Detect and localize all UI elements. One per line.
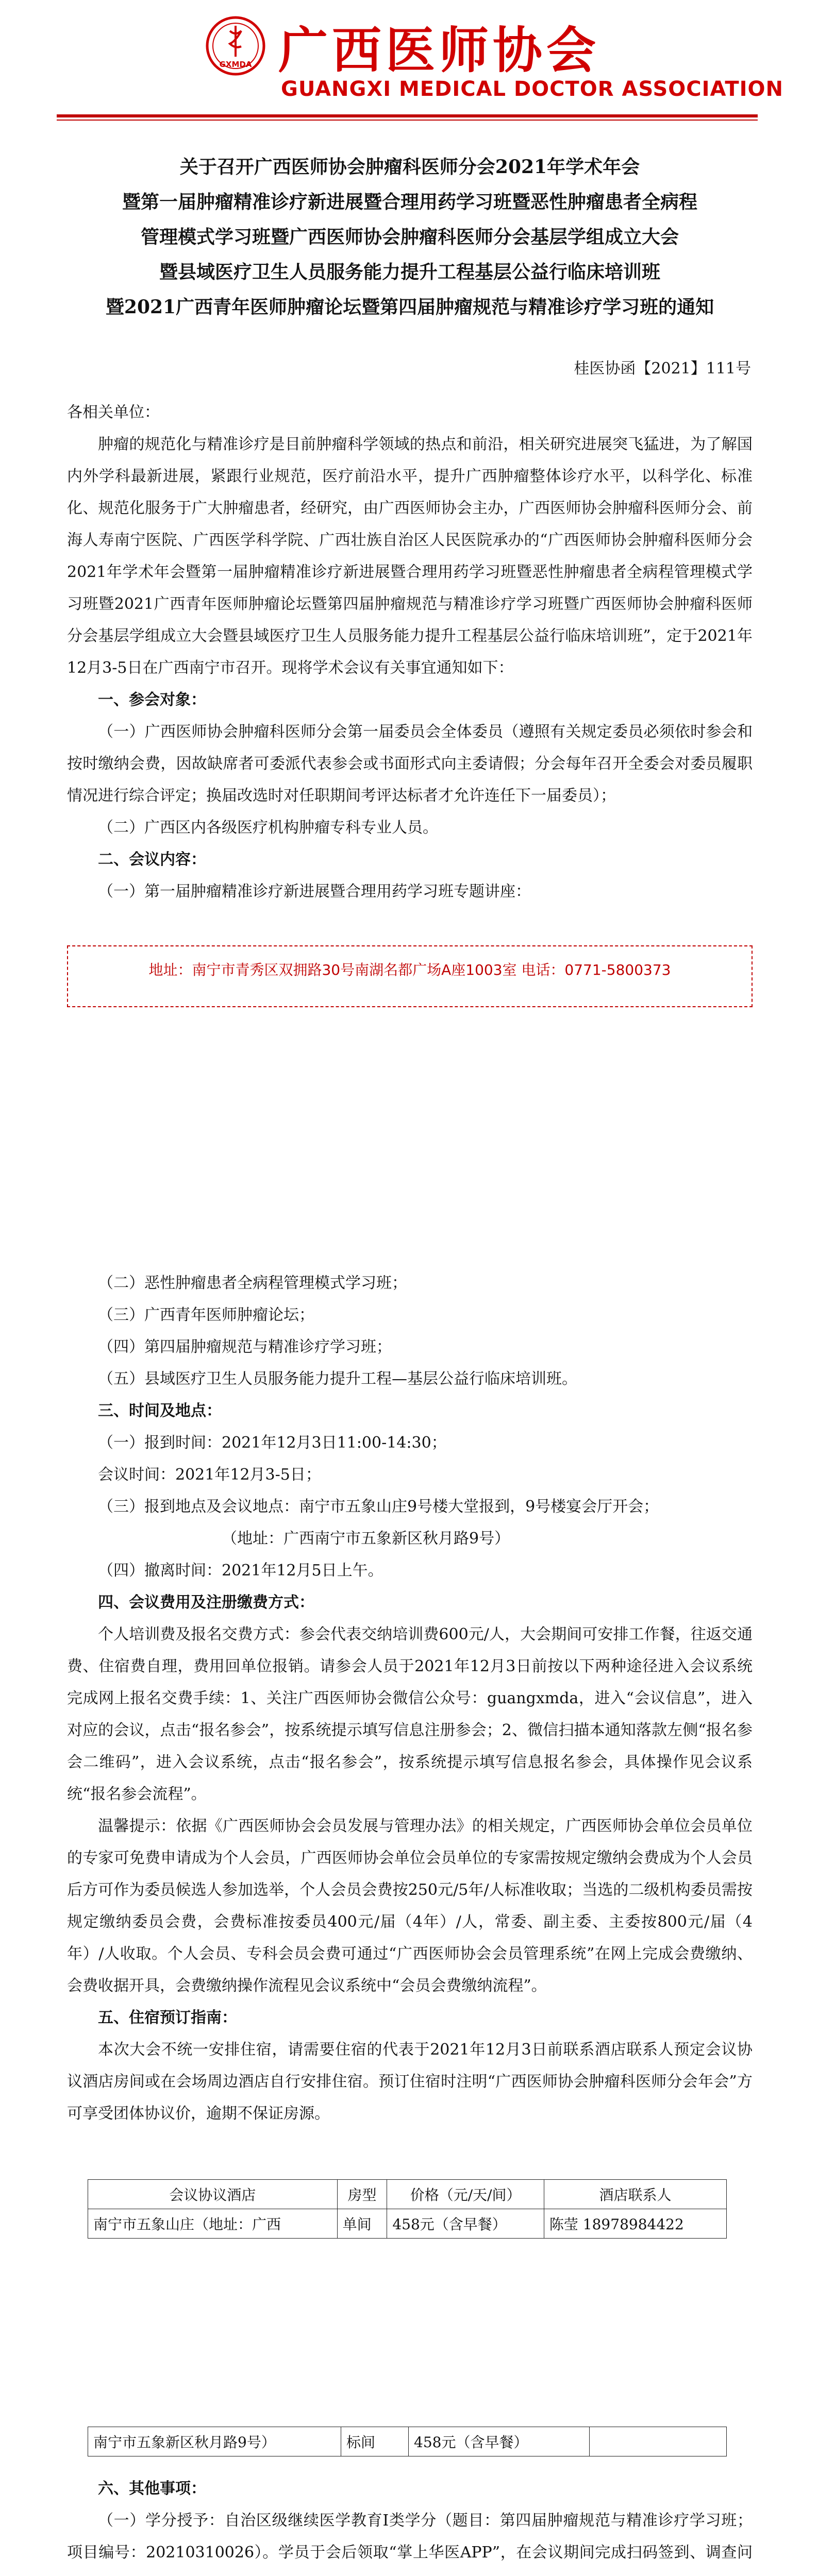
address-banner-text: 地址：南宁市青秀区双拥路30号南湖名都广场A座1003室 电话：0771-5800373: [148, 961, 671, 978]
section-4-heading: 四、会议费用及注册缴费方式：: [98, 1594, 314, 1612]
document-title: [67, 149, 753, 325]
section-5-paragraph: 本次大会不统一安排住宿，请需要住宿的代表于2021年12月3日前联系酒店联系人预定会议协议酒店房间或在会场周边酒店自行安排住宿。预订住宿时注明“广西医师协会肿瘤科医师分会年会”方可享受团体协议价，逾期不保证房源。: [67, 2041, 753, 2123]
body-part-3: [67, 2473, 753, 2576]
organization-name-en: GUANGXI MEDICAL DOCTOR ASSOCIATION: [281, 77, 784, 101]
body-part-2: [67, 1267, 753, 2130]
section-5-heading: 五、住宿预订指南：: [98, 2009, 237, 2027]
section-3-item: （地址：广西南宁市五象新区秋月路9号）: [222, 1530, 510, 1548]
section-2-item: （一）第一届肿瘤精准诊疗新进展暨合理用药学习班专题讲座：: [98, 883, 531, 901]
section-2-item: （五）县域医疗卫生人员服务能力提升工程—基层公益行临床培训班。: [98, 1370, 577, 1388]
section-4-paragraph: 温馨提示：依据《广西医师协会会员发展与管理办法》的相关规定，广西医师协会单位会员单位的专家可免费申请成为个人会员，广西医师协会单位会员单位的专家需按规定缴纳会费成为个人会员后方可作为委员候选人参加选举，个人会员会费按250元/5年/人标准收取；当选的二级机构委员需按规定缴纳委员会费，会费标准按委员400元/届（4年）/人，常委、副主委、主委按800元/届（4年）/人收取。个人会员、专科会员会费可通过“广西医师协会会员管理系统”在网上完成会费缴纳、会费收据开具，会费缴纳操作流程见会议系统中“会员会费缴纳流程”。: [67, 1817, 753, 1995]
title-line: 暨2021广西青年医师肿瘤论坛暨第四届肿瘤规范与精准诊疗学习班的通知: [105, 296, 714, 318]
table-header-cell: 房型: [337, 2180, 387, 2209]
intro-paragraph: 肿瘤的规范化与精准诊疗是目前肿瘤科学领域的热点和前沿，相关研究进展突飞猛进，为了解国内外学科最新进展，紧跟行业规范，医疗前沿水平，提升广西肿瘤整体诊疗水平，以科学化、标准化、规范化服务于广大肿瘤患者，经研究，由广西医师协会主办，广西医师协会肿瘤科医师分会、前海人寿南宁医院、广西医学科学院、广西壮族自治区人民医院承办的“广西医师协会肿瘤科医师分会2021年学术年会暨第一届肿瘤精准诊疗新进展暨合理用药学习班暨恶性肿瘤患者全病程管理模式学习班暨2021广西青年医师肿瘤论坛暨第四届肿瘤规范与精准诊疗学习班暨广西医师协会肿瘤科医师分会基层学组成立大会暨县域医疗卫生人员服务能力提升工程基层公益行临床培训班”，定于2021年12月3-5日在广西南宁市召开。现将学术会议有关事宜通知如下：: [67, 435, 753, 677]
table-header-cell: 价格（元/天/间）: [387, 2180, 544, 2209]
section-3-item: （三）报到地点及会议地点：南宁市五象山庄9号楼大堂报到，9号楼宴会厅开会；: [98, 1498, 659, 1516]
section-6-heading: 六、其他事项：: [98, 2480, 206, 2498]
table-row: [88, 2209, 727, 2239]
organization-name-cn: 广西医师协会: [278, 21, 600, 79]
table-cell: 458元（含早餐）: [409, 2427, 590, 2456]
section-4-paragraph: 个人培训费及报名交费方式：参会代表交纳培训费600元/人，大会期间可安排工作餐，往返交通费、住宿费自理，费用回单位报销。请参会人员于2021年12月3日前按以下两种途径进入会议系统完成网上报名交费手续：1、关注广西医师协会微信公众号：guangxmda，进入“会议信息”，进入对应的会议，点击“报名参会”，按系统提示填写信息注册参会；2、微信扫描本通知落款左侧“报名参会二维码”，进入会议系统，点击“报名参会”，按系统提示填写信息报名参会，具体操作见会议系统“报名参会流程”。: [67, 1625, 753, 1803]
table-row: [88, 2427, 727, 2456]
section-6-item: （一）学分授予：自治区级继续医学教育I类学分（题目：第四届肿瘤规范与精准诊疗学习班；项目编号：20210310026）。学员于会后领取“掌上华医APP”，在会议期间完成扫码签到、调查问: [67, 2512, 753, 2562]
section-2-item: （四）第四届肿瘤规范与精准诊疗学习班；: [98, 1338, 392, 1356]
section-3-item: （四）撤离时间：2021年12月5日上午。: [98, 1562, 383, 1580]
hotel-table: [88, 2179, 727, 2239]
title-line: 关于召开广西医师协会肿瘤科医师分会2021年学术年会: [179, 156, 640, 178]
header-divider-thick: [57, 114, 758, 117]
address-banner: [67, 945, 753, 1007]
table-header-row: [88, 2180, 727, 2209]
table-cell: 标间: [341, 2427, 409, 2456]
hotel-table-continued: [88, 2427, 727, 2456]
table-cell: 458元（含早餐）: [387, 2209, 544, 2239]
association-logo-icon: [205, 15, 266, 76]
section-1-item: （二）广西区内各级医疗机构肿瘤专科专业人员。: [98, 819, 438, 837]
section-1-heading: 一、参会对象：: [98, 691, 206, 709]
table-cell: 陈莹 18978984422: [544, 2209, 726, 2239]
section-3-item: 会议时间：2021年12月3-5日；: [98, 1466, 321, 1484]
document-number: 桂医协函【2021】111号: [574, 360, 751, 378]
body-part-1: [67, 397, 753, 908]
section-2-heading: 二、会议内容：: [98, 851, 206, 869]
section-2-item: （三）广西青年医师肿瘤论坛；: [98, 1306, 314, 1324]
salutation: 各相关单位：: [67, 403, 160, 421]
section-1-item: （一）广西医师协会肿瘤科医师分会第一届委员会全体委员（遵照有关规定委员必须依时参会和按时缴纳会费，因故缺席者可委派代表参会或书面形式向主委请假；分会每年召开全委会对委员履职情况进行综合评定；换届改选时对任职期间考评达标者才允许连任下一届委员）；: [67, 723, 753, 805]
section-3-item: （一）报到时间：2021年12月3日11:00-14:30；: [98, 1434, 447, 1452]
title-line: 暨第一届肿瘤精准诊疗新进展暨合理用药学习班暨恶性肿瘤患者全病程: [122, 191, 697, 213]
table-cell: 单间: [337, 2209, 387, 2239]
section-3-heading: 三、时间及地点：: [98, 1402, 222, 1420]
table-header-cell: 酒店联系人: [544, 2180, 726, 2209]
table-cell: 南宁市五象山庄（地址：广西: [88, 2209, 338, 2239]
table-header-cell: 会议协议酒店: [88, 2180, 338, 2209]
header-divider-thin: [57, 120, 758, 121]
title-line: 管理模式学习班暨广西医师协会肿瘤科医师分会基层学组成立大会: [140, 226, 679, 248]
title-line: 暨县域医疗卫生人员服务能力提升工程基层公益行临床培训班: [159, 261, 660, 283]
section-2-item: （二）恶性肿瘤患者全病程管理模式学习班；: [98, 1274, 407, 1292]
table-cell: 南宁市五象新区秋月路9号）: [88, 2427, 341, 2456]
logo-text: GXMDA: [219, 60, 252, 69]
table-cell: [590, 2427, 727, 2456]
